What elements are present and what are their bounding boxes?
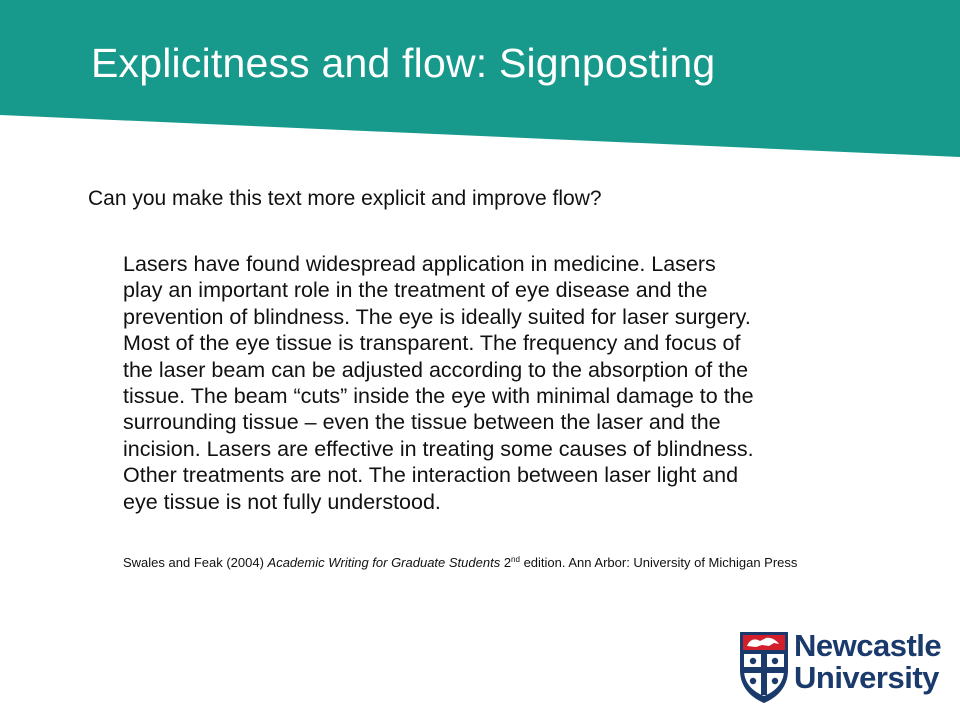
passage-line: Lasers have found widespread application in medicine. Lasers <box>123 252 716 276</box>
passage-line: play an important role in the treatment of eye disease and the <box>123 278 708 303</box>
citation-publisher: edition. Ann Arbor: University of Michigan Press <box>519 555 798 570</box>
passage-line: eye tissue is not fully understood. <box>123 489 441 514</box>
citation-authors: Swales and Feak (2004) <box>123 555 268 570</box>
citation-edition-suffix: nd <box>511 555 520 564</box>
citation-edition-number: 2 <box>500 555 512 570</box>
passage-line: Other treatments are not. The interaction between laser light and <box>123 463 739 488</box>
newcastle-crest-icon <box>738 630 790 704</box>
passage-line: surrounding tissue – even the tissue between the laser and the <box>123 410 721 435</box>
passage-line: incision. Lasers are effective in treating some causes of blindness. <box>123 436 754 461</box>
citation-book-title: Academic Writing for Graduate Students <box>267 555 501 570</box>
passage-line: the laser beam can be adjusted according to the absorption of the <box>123 357 749 382</box>
logo-line-1: Newcastle <box>794 628 942 663</box>
passage-text <box>123 251 754 515</box>
university-logo <box>738 630 940 704</box>
slide-title: Explicitness and flow: Signposting <box>91 40 716 86</box>
passage-line: prevention of blindness. The eye is ideally suited for laser surgery. <box>123 304 751 329</box>
passage-line: Most of the eye tissue is transparent. The frequency and focus of <box>123 331 741 356</box>
logo-line-2: University <box>794 660 939 695</box>
question-text: Can you make this text more explicit and improve flow? <box>88 187 602 210</box>
citation <box>123 551 923 575</box>
passage-line: tissue. The beam “cuts” inside the eye with minimal damage to the <box>123 384 754 409</box>
